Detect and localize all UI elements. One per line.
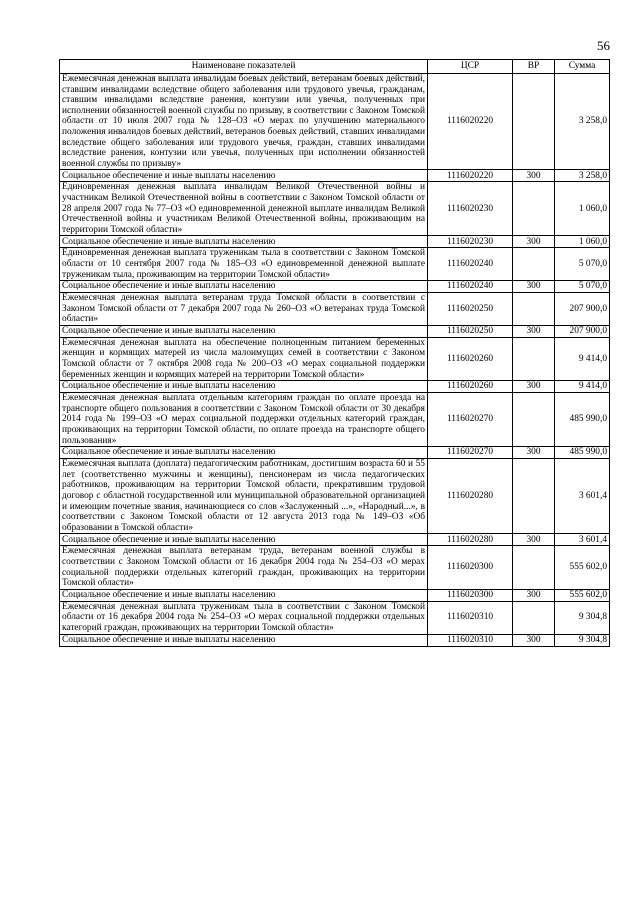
cell-sum: 1 060,0 [555,182,610,236]
cell-vr [513,182,555,236]
cell-name: Социальное обеспечение и иные выплаты населению [60,447,428,459]
table-row [60,381,610,393]
table-row [60,337,610,380]
cell-name: Социальное обеспечение и иные выплаты населению [60,589,428,601]
cell-vr [513,601,555,634]
cell-name: Социальное обеспечение и иные выплаты населению [60,534,428,546]
cell-csr: 1116020310 [428,634,513,646]
cell-csr: 1116020270 [428,447,513,459]
table-row [60,293,610,326]
cell-csr: 1116020310 [428,601,513,634]
cell-sum: 9 304,8 [555,634,610,646]
cell-sum: 485 990,0 [555,393,610,447]
cell-vr [513,337,555,380]
cell-vr: 300 [513,236,555,248]
page-number: 56 [597,38,610,53]
table-row [60,236,610,248]
cell-vr [513,293,555,326]
cell-csr: 1116020240 [428,248,513,281]
cell-csr: 1116020240 [428,281,513,293]
table-row [60,534,610,546]
cell-sum: 555 602,0 [555,589,610,601]
cell-csr: 1116020220 [428,74,513,170]
cell-name: Социальное обеспечение и иные выплаты населению [60,381,428,393]
header-name: Наименоване показателей [60,60,428,74]
budget-table [59,59,610,647]
cell-vr: 300 [513,325,555,337]
cell-sum: 3 258,0 [555,74,610,170]
cell-sum: 3 601,4 [555,459,610,534]
cell-vr: 300 [513,170,555,182]
cell-sum: 5 070,0 [555,281,610,293]
cell-csr: 1116020230 [428,182,513,236]
header-csr: ЦСР [428,60,513,74]
cell-sum: 207 900,0 [555,293,610,326]
table-row [60,447,610,459]
table-row [60,546,610,589]
cell-name: Социальное обеспечение и иные выплаты населению [60,634,428,646]
cell-sum: 9 414,0 [555,337,610,380]
cell-vr: 300 [513,447,555,459]
cell-vr [513,459,555,534]
cell-csr: 1116020250 [428,293,513,326]
cell-sum: 3 258,0 [555,170,610,182]
table-row [60,393,610,447]
cell-name: Ежемесячная выплата (доплата) педагогическим работникам, достигшим возраста 60 и 55 лет (соответственно мужчины и женщины), пенсионерам из числа педагогических работников, проживающим на территории Томской области, прекратившим трудовой договор с областной государственной или муниципальной образовательной организацией и имеющим почетные звания, начинающиеся со слов «Заслуженный ...», «Народный...», в соответствии с Законом Томской области от 12 августа 2013 года № 149–ОЗ «Об образовании в Томской области» [60,459,428,534]
header-sum: Сумма [555,60,610,74]
cell-vr: 300 [513,589,555,601]
table-row [60,459,610,534]
cell-sum: 1 060,0 [555,236,610,248]
cell-csr: 1116020260 [428,381,513,393]
cell-name: Ежемесячная денежная выплата ветеранам труда, ветеранам военной службы в соответствии с Законом Томской области от 16 декабря 2004 года № 254–ОЗ «О мерах социальной поддержки отдельных категорий граждан, проживающих на территории Томской области» [60,546,428,589]
table-body [60,74,610,647]
cell-sum: 485 990,0 [555,447,610,459]
cell-csr: 1116020280 [428,534,513,546]
cell-name: Социальное обеспечение и иные выплаты населению [60,236,428,248]
table-row [60,170,610,182]
cell-sum: 9 414,0 [555,381,610,393]
cell-vr: 300 [513,381,555,393]
cell-name: Единовременная денежная выплата труженикам тыла в соответствии с Законом Томской области от 10 сентября 2007 года № 185–ОЗ «О единовременной денежной выплате труженикам тыла, проживающим на территории Томской области» [60,248,428,281]
cell-csr: 1116020270 [428,393,513,447]
cell-vr: 300 [513,634,555,646]
cell-vr [513,248,555,281]
cell-name: Ежемесячная денежная выплата ветеранам труда Томской области в соответствии с Законом Томской области от 7 декабря 2007 года № 260–ОЗ «О ветеранах труда Томской области» [60,293,428,326]
cell-csr: 1116020300 [428,589,513,601]
table-row [60,74,610,170]
cell-vr [513,546,555,589]
cell-name: Единовременная денежная выплата инвалидам Великой Отечественной войны и участникам Великой Отечественной войны в соответствии с Законом Томской области от 28 апреля 2007 года № 77–ОЗ «О единовременной денежной выплате инвалидам Великой Отечественной войны и участникам Великой Отечественной войны, проживающим на территории Томской области» [60,182,428,236]
cell-vr [513,74,555,170]
cell-sum: 207 900,0 [555,325,610,337]
table-row [60,601,610,634]
cell-csr: 1116020220 [428,170,513,182]
cell-vr: 300 [513,281,555,293]
cell-name: Социальное обеспечение и иные выплаты населению [60,325,428,337]
cell-csr: 1116020280 [428,459,513,534]
table-row [60,634,610,646]
cell-csr: 1116020250 [428,325,513,337]
cell-csr: 1116020230 [428,236,513,248]
cell-csr: 1116020260 [428,337,513,380]
cell-csr: 1116020300 [428,546,513,589]
cell-sum: 5 070,0 [555,248,610,281]
cell-name: Ежемесячная денежная выплата труженикам тыла в соответствии с Законом Томской области от 16 декабря 2004 года № 254–ОЗ «О мерах социальной поддержки отдельных категорий граждан, проживающих на территории Томской области» [60,601,428,634]
table-row [60,248,610,281]
table-header-row [60,60,610,74]
cell-vr: 300 [513,534,555,546]
cell-name: Социальное обеспечение и иные выплаты населению [60,170,428,182]
table-row [60,182,610,236]
cell-vr [513,393,555,447]
cell-sum: 3 601,4 [555,534,610,546]
cell-sum: 555 602,0 [555,546,610,589]
cell-sum: 9 304,8 [555,601,610,634]
cell-name: Ежемесячная денежная выплата инвалидам боевых действий, ветеранам боевых действий, ставшим инвалидами вследствие общего заболевания или трудового увечья, гражданам, ставшим инвалидами вследствие ранения, контузии или увечья, полученных при исполнении обязанностей военной службы по призыву, в соответствии с Законом Томской области от 10 июля 2007 года № 128–ОЗ «О мерах по улучшению материального положения инвалидов боевых действий, ветеранов боевых действий, ставших инвалидами вследствие общего заболевания или трудового увечья, граждан, ставших инвалидами вследствие ранения, контузии или увечья, полученных при исполнении обязанностей военной службы по призыву» [60,74,428,170]
table-row [60,589,610,601]
cell-name: Ежемесячная денежная выплата на обеспечение полноценным питанием беременных женщин и кормящих матерей из числа малоимущих семей в соответствии с Законом Томской области от 7 октября 2008 года № 200–ОЗ «О мерах социальной поддержки беременных женщин и кормящих матерей на территории Томской области» [60,337,428,380]
table-row [60,281,610,293]
header-vr: ВР [513,60,555,74]
table-row [60,325,610,337]
cell-name: Ежемесячная денежная выплата отдельным категориям граждан по оплате проезда на транспорте общего пользования в соответствии с Законом Томской области от 30 декабря 2014 года № 199–ОЗ «О мерах социальной поддержки отдельных категорий граждан, проживающих на территории Томской области, по оплате проезда на транспорте общего пользования» [60,393,428,447]
cell-name: Социальное обеспечение и иные выплаты населению [60,281,428,293]
